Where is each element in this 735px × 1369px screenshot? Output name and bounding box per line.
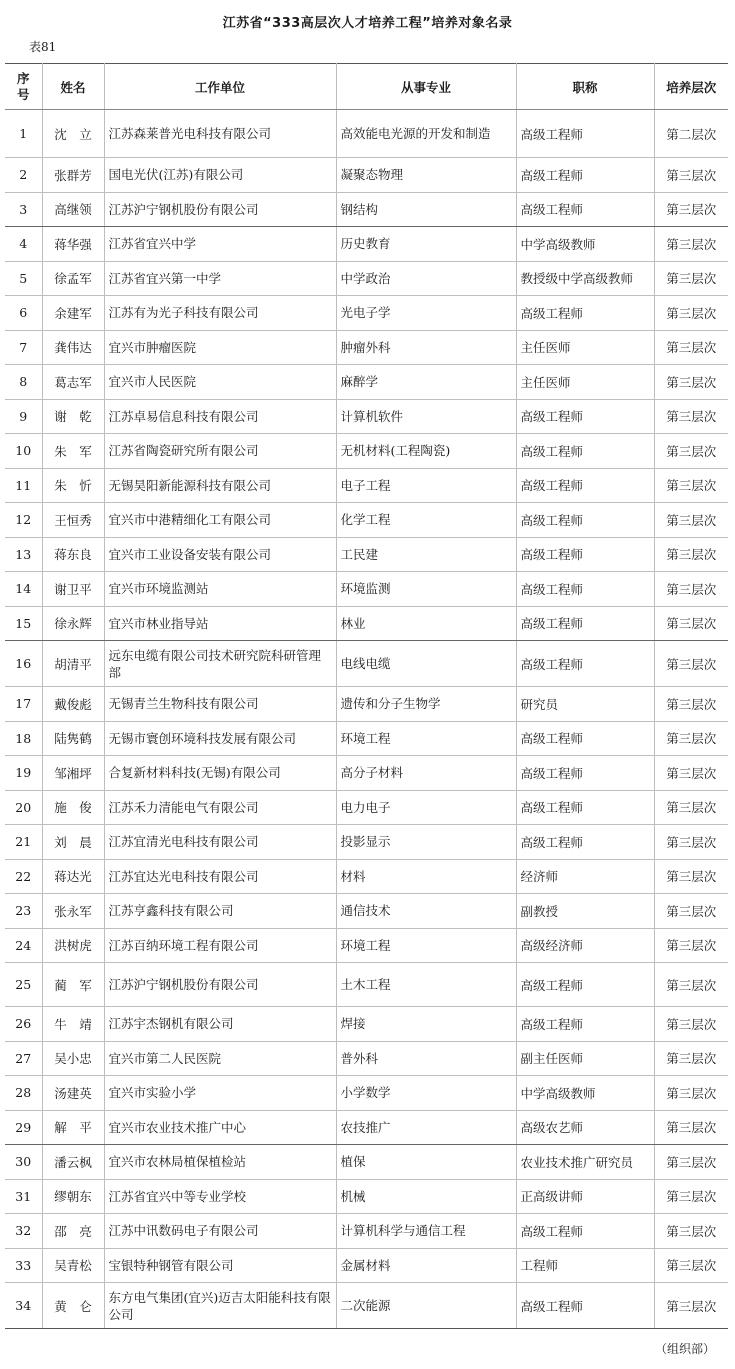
cell-rank: 高级工程师 [516,399,654,434]
cell-rank: 农业技术推广研究员 [516,1145,654,1180]
cell-no: 4 [5,227,42,262]
cell-no: 17 [5,687,42,722]
cell-level: 第三层次 [654,963,728,1007]
header-level: 培养层次 [654,64,728,110]
table-row [5,687,728,722]
table-row [5,1041,728,1076]
cell-name: 戴俊彪 [42,687,104,722]
cell-name: 邵 亮 [42,1214,104,1249]
cell-name: 陆隽鹤 [42,721,104,756]
cell-no: 2 [5,158,42,193]
cell-major: 高分子材料 [336,756,516,791]
cell-name: 蒋达光 [42,859,104,894]
cell-rank: 高级工程师 [516,434,654,469]
cell-unit: 江苏卓易信息科技有限公司 [104,399,336,434]
cell-major: 麻醉学 [336,365,516,400]
cell-major: 光电子学 [336,296,516,331]
cell-major: 钢结构 [336,192,516,227]
cell-major: 金属材料 [336,1248,516,1283]
cell-name: 蔺 军 [42,963,104,1007]
cell-no: 5 [5,261,42,296]
cell-major: 农技推广 [336,1110,516,1145]
cell-no: 14 [5,572,42,607]
cell-major: 植保 [336,1145,516,1180]
cell-level: 第三层次 [654,859,728,894]
cell-level: 第三层次 [654,1041,728,1076]
cell-unit: 江苏森莱普光电科技有限公司 [104,110,336,158]
cell-rank: 中学高级教师 [516,227,654,262]
cell-no: 31 [5,1179,42,1214]
cell-rank: 高级工程师 [516,503,654,538]
table-row [5,859,728,894]
table-row [5,572,728,607]
table-row [5,1179,728,1214]
cell-major: 环境工程 [336,928,516,963]
cell-no: 11 [5,468,42,503]
table-row [5,365,728,400]
cell-level: 第三层次 [654,1007,728,1042]
cell-unit: 江苏省宜兴中等专业学校 [104,1179,336,1214]
cell-name: 高继领 [42,192,104,227]
table-row [5,1110,728,1145]
cell-rank: 高级工程师 [516,296,654,331]
cell-unit: 江苏有为光子科技有限公司 [104,296,336,331]
cell-level: 第三层次 [654,261,728,296]
table-row [5,330,728,365]
cell-no: 20 [5,790,42,825]
cell-major: 普外科 [336,1041,516,1076]
cell-level: 第三层次 [654,296,728,331]
cell-no: 22 [5,859,42,894]
header-unit: 工作单位 [104,64,336,110]
cell-name: 朱 军 [42,434,104,469]
cell-unit: 无锡青兰生物科技有限公司 [104,687,336,722]
cell-major: 通信技术 [336,894,516,929]
table-row [5,296,728,331]
table-row [5,1248,728,1283]
cell-major: 计算机科学与通信工程 [336,1214,516,1249]
cell-level: 第三层次 [654,468,728,503]
cell-rank: 高级工程师 [516,641,654,687]
table-row [5,894,728,929]
cell-name: 王恒秀 [42,503,104,538]
cell-unit: 宜兴市环境监测站 [104,572,336,607]
cell-major: 电线电缆 [336,641,516,687]
header-rank: 职称 [516,64,654,110]
cell-rank: 高级工程师 [516,1214,654,1249]
cell-level: 第三层次 [654,503,728,538]
cell-rank: 高级工程师 [516,606,654,641]
cell-no: 24 [5,928,42,963]
cell-level: 第三层次 [654,825,728,860]
cell-major: 材料 [336,859,516,894]
cell-name: 葛志军 [42,365,104,400]
table-row [5,928,728,963]
cell-name: 朱 忻 [42,468,104,503]
cell-major: 计算机软件 [336,399,516,434]
cell-no: 13 [5,537,42,572]
cell-level: 第三层次 [654,330,728,365]
cell-level: 第三层次 [654,790,728,825]
cell-unit: 江苏宜达光电科技有限公司 [104,859,336,894]
cell-rank: 高级农艺师 [516,1110,654,1145]
cell-major: 工民建 [336,537,516,572]
cell-no: 7 [5,330,42,365]
cell-no: 19 [5,756,42,791]
table-row [5,1007,728,1042]
cell-major: 肿瘤外科 [336,330,516,365]
cell-name: 余建军 [42,296,104,331]
table-row [5,721,728,756]
cell-level: 第三层次 [654,928,728,963]
cell-level: 第三层次 [654,641,728,687]
cell-rank: 主任医师 [516,330,654,365]
cell-no: 25 [5,963,42,1007]
cell-rank: 正高级讲师 [516,1179,654,1214]
cell-major: 环境监测 [336,572,516,607]
cell-name: 解 平 [42,1110,104,1145]
cell-unit: 江苏省宜兴中学 [104,227,336,262]
cell-major: 机械 [336,1179,516,1214]
table-row [5,1283,728,1329]
cell-name: 施 俊 [42,790,104,825]
cell-name: 谢 乾 [42,399,104,434]
cell-level: 第三层次 [654,227,728,262]
cell-level: 第三层次 [654,606,728,641]
cell-unit: 江苏沪宁钢机股份有限公司 [104,192,336,227]
page-title: 江苏省“333高层次人才培养工程”培养对象名录 [222,16,513,31]
cell-rank: 高级工程师 [516,756,654,791]
cell-level: 第三层次 [654,687,728,722]
cell-unit: 江苏中讯数码电子有限公司 [104,1214,336,1249]
cell-rank: 高级工程师 [516,1283,654,1329]
cell-unit: 远东电缆有限公司技术研究院科研管理部 [104,641,336,687]
cell-major: 无机材料(工程陶瓷) [336,434,516,469]
cell-rank: 高级工程师 [516,1007,654,1042]
cell-no: 9 [5,399,42,434]
cell-major: 中学政治 [336,261,516,296]
cell-unit: 江苏宇杰钢机有限公司 [104,1007,336,1042]
cell-name: 黄 仑 [42,1283,104,1329]
source-note: （组织部） [654,1342,715,1356]
table-row [5,227,728,262]
cell-name: 张永军 [42,894,104,929]
cell-level: 第三层次 [654,1179,728,1214]
cell-rank: 高级经济师 [516,928,654,963]
cell-level: 第三层次 [654,572,728,607]
cell-unit: 江苏百纳环境工程有限公司 [104,928,336,963]
table-row [5,641,728,687]
cell-name: 徐永辉 [42,606,104,641]
cell-rank: 高级工程师 [516,468,654,503]
cell-major: 环境工程 [336,721,516,756]
cell-unit: 宜兴市肿瘤医院 [104,330,336,365]
cell-rank: 高级工程师 [516,721,654,756]
cell-major: 历史教育 [336,227,516,262]
header-name: 姓名 [42,64,104,110]
roster-table [5,63,728,1329]
cell-name: 吴小忠 [42,1041,104,1076]
cell-rank: 经济师 [516,859,654,894]
cell-name: 牛 靖 [42,1007,104,1042]
table-row [5,399,728,434]
cell-name: 邹湘坪 [42,756,104,791]
cell-no: 30 [5,1145,42,1180]
cell-major: 电子工程 [336,468,516,503]
cell-no: 27 [5,1041,42,1076]
cell-level: 第三层次 [654,192,728,227]
cell-no: 3 [5,192,42,227]
cell-level: 第三层次 [654,1145,728,1180]
cell-major: 土木工程 [336,963,516,1007]
cell-name: 胡清平 [42,641,104,687]
cell-unit: 宜兴市中港精细化工有限公司 [104,503,336,538]
cell-level: 第三层次 [654,399,728,434]
cell-unit: 宜兴市人民医院 [104,365,336,400]
cell-rank: 高级工程师 [516,158,654,193]
cell-rank: 高级工程师 [516,110,654,158]
cell-major: 小学数学 [336,1076,516,1111]
cell-rank: 工程师 [516,1248,654,1283]
cell-level: 第三层次 [654,1283,728,1329]
cell-level: 第三层次 [654,1110,728,1145]
cell-unit: 宜兴市林业指导站 [104,606,336,641]
table-row [5,825,728,860]
cell-unit: 江苏禾力清能电气有限公司 [104,790,336,825]
cell-rank: 高级工程师 [516,572,654,607]
cell-major: 高效能电光源的开发和制造 [336,110,516,158]
cell-no: 1 [5,110,42,158]
cell-no: 29 [5,1110,42,1145]
cell-unit: 江苏省陶瓷研究所有限公司 [104,434,336,469]
cell-name: 潘云枫 [42,1145,104,1180]
cell-unit: 国电光伏(江苏)有限公司 [104,158,336,193]
table-row [5,110,728,158]
cell-level: 第三层次 [654,1248,728,1283]
table-row [5,1076,728,1111]
cell-unit: 合复新材料科技(无锡)有限公司 [104,756,336,791]
cell-rank: 主任医师 [516,365,654,400]
cell-name: 蒋东良 [42,537,104,572]
cell-major: 化学工程 [336,503,516,538]
cell-no: 23 [5,894,42,929]
cell-unit: 江苏宜清光电科技有限公司 [104,825,336,860]
cell-unit: 无锡昊阳新能源科技有限公司 [104,468,336,503]
cell-rank: 副主任医师 [516,1041,654,1076]
cell-name: 徐孟军 [42,261,104,296]
table-row [5,1145,728,1180]
cell-level: 第三层次 [654,158,728,193]
cell-name: 缪朝东 [42,1179,104,1214]
cell-no: 16 [5,641,42,687]
cell-major: 电力电子 [336,790,516,825]
cell-level: 第三层次 [654,1076,728,1111]
cell-no: 10 [5,434,42,469]
cell-no: 33 [5,1248,42,1283]
table-row [5,537,728,572]
cell-rank: 研究员 [516,687,654,722]
cell-no: 18 [5,721,42,756]
table-row [5,468,728,503]
cell-name: 谢卫平 [42,572,104,607]
header-row [5,64,728,110]
cell-unit: 宜兴市农林局植保植检站 [104,1145,336,1180]
cell-unit: 宜兴市第二人民医院 [104,1041,336,1076]
cell-unit: 宝银特种钢管有限公司 [104,1248,336,1283]
cell-unit: 东方电气集团(宜兴)迈吉太阳能科技有限公司 [104,1283,336,1329]
cell-no: 26 [5,1007,42,1042]
cell-name: 沈 立 [42,110,104,158]
table-row [5,192,728,227]
cell-unit: 江苏省宜兴第一中学 [104,261,336,296]
cell-unit: 江苏亨鑫科技有限公司 [104,894,336,929]
cell-name: 蒋华强 [42,227,104,262]
cell-no: 32 [5,1214,42,1249]
cell-rank: 教授级中学高级教师 [516,261,654,296]
table-row [5,790,728,825]
cell-major: 投影显示 [336,825,516,860]
cell-name: 汤建英 [42,1076,104,1111]
cell-name: 洪树虎 [42,928,104,963]
cell-no: 8 [5,365,42,400]
cell-major: 凝聚态物理 [336,158,516,193]
cell-level: 第二层次 [654,110,728,158]
cell-rank: 高级工程师 [516,825,654,860]
header-major: 从事专业 [336,64,516,110]
cell-no: 21 [5,825,42,860]
cell-name: 龚伟达 [42,330,104,365]
cell-no: 34 [5,1283,42,1329]
cell-unit: 宜兴市实验小学 [104,1076,336,1111]
cell-rank: 高级工程师 [516,537,654,572]
table-row [5,606,728,641]
cell-level: 第三层次 [654,434,728,469]
table-number: 表81 [29,40,57,54]
cell-no: 12 [5,503,42,538]
cell-level: 第三层次 [654,1214,728,1249]
cell-rank: 副教授 [516,894,654,929]
cell-rank: 高级工程师 [516,192,654,227]
cell-no: 15 [5,606,42,641]
table-row [5,261,728,296]
cell-unit: 宜兴市工业设备安装有限公司 [104,537,336,572]
cell-level: 第三层次 [654,721,728,756]
table-row [5,434,728,469]
cell-no: 28 [5,1076,42,1111]
cell-level: 第三层次 [654,537,728,572]
cell-no: 6 [5,296,42,331]
cell-level: 第三层次 [654,894,728,929]
cell-level: 第三层次 [654,756,728,791]
cell-unit: 江苏沪宁钢机股份有限公司 [104,963,336,1007]
table-row [5,503,728,538]
cell-rank: 高级工程师 [516,963,654,1007]
cell-name: 张群芳 [42,158,104,193]
cell-name: 吴青松 [42,1248,104,1283]
cell-major: 林业 [336,606,516,641]
cell-unit: 宜兴市农业技术推广中心 [104,1110,336,1145]
cell-major: 二次能源 [336,1283,516,1329]
table-row [5,1214,728,1249]
table-row [5,756,728,791]
cell-unit: 无锡市寰创环境科技发展有限公司 [104,721,336,756]
cell-name: 刘 晨 [42,825,104,860]
cell-major: 遗传和分子生物学 [336,687,516,722]
cell-rank: 高级工程师 [516,790,654,825]
cell-major: 焊接 [336,1007,516,1042]
cell-level: 第三层次 [654,365,728,400]
cell-rank: 中学高级教师 [516,1076,654,1111]
table-body [5,110,728,1329]
table-row [5,963,728,1007]
table-row [5,158,728,193]
header-no: 序号 [5,64,42,110]
